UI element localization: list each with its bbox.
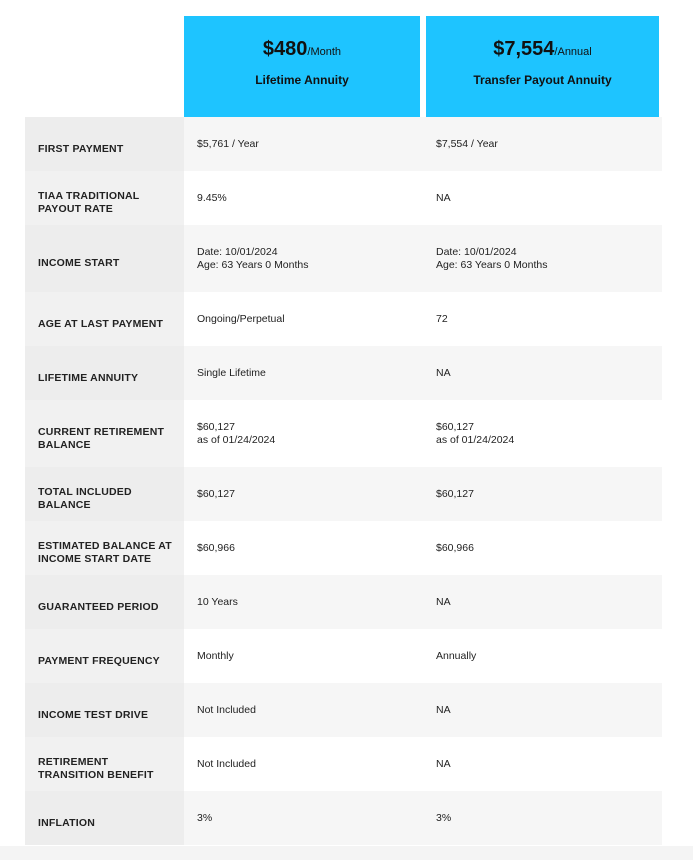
value-line: 10 Years (197, 595, 238, 608)
value-line: Date: 10/01/2024 (197, 245, 278, 258)
lifetime-annuity-value (184, 225, 423, 292)
value-line: NA (436, 703, 451, 716)
table-row-payment-frequency (25, 629, 662, 683)
value-line: $5,761 / Year (197, 137, 259, 150)
transfer-payout-value (423, 737, 662, 791)
row-label: RETIREMENT TRANSITION BENEFIT (25, 737, 184, 791)
value-line: NA (436, 757, 451, 770)
table-row-income-test-drive (25, 683, 662, 737)
table-row-total-included-balance (25, 467, 662, 521)
lifetime-annuity-value (184, 629, 423, 683)
lifetime-annuity-value (184, 737, 423, 791)
value-line: Annually (436, 649, 477, 662)
plan-price: $480 (262, 38, 308, 60)
lifetime-annuity-value (184, 683, 423, 737)
lifetime-annuity-value (184, 117, 423, 171)
table-row-payout-rate (25, 171, 662, 225)
row-label: LIFETIME ANNUITY (25, 346, 184, 400)
value-line: Single Lifetime (197, 366, 266, 379)
value-line: 72 (436, 312, 448, 325)
row-label: PAYMENT FREQUENCY (25, 629, 184, 683)
plan-header-transfer-payout-annuity (426, 16, 659, 117)
value-line: $60,966 (436, 541, 474, 554)
value-line: $60,127 (436, 420, 474, 433)
transfer-payout-value (423, 521, 662, 575)
value-line: $7,554 / Year (436, 137, 498, 150)
transfer-payout-value (423, 346, 662, 400)
row-label: TIAA TRADITIONAL PAYOUT RATE (25, 171, 184, 225)
lifetime-annuity-value (184, 171, 423, 225)
row-label: INCOME TEST DRIVE (25, 683, 184, 737)
value-line: as of 01/24/2024 (436, 433, 515, 446)
value-line: Age: 63 Years 0 Months (197, 258, 309, 271)
row-label: ESTIMATED BALANCE AT INCOME START DATE (25, 521, 184, 575)
row-label: CURRENT RETIREMENT BALANCE (25, 400, 184, 467)
lifetime-annuity-value (184, 400, 423, 467)
lifetime-annuity-value (184, 292, 423, 346)
plan-price-line (184, 36, 420, 65)
value-line: 3% (436, 811, 452, 824)
transfer-payout-value (423, 629, 662, 683)
table-row-first-payment (25, 117, 662, 171)
plan-header-lifetime-annuity (184, 16, 420, 117)
value-line: Date: 10/01/2024 (436, 245, 517, 258)
value-line: $60,127 (436, 487, 474, 500)
page-bottom-edge (0, 846, 693, 860)
lifetime-annuity-value (184, 467, 423, 521)
table-row-lifetime-annuity (25, 346, 662, 400)
lifetime-annuity-value (184, 575, 423, 629)
row-label: INCOME START (25, 225, 184, 292)
plan-name: Transfer Payout Annuity (473, 73, 612, 87)
value-line: $60,966 (197, 541, 235, 554)
transfer-payout-value (423, 171, 662, 225)
plan-period: /Month (307, 46, 342, 58)
transfer-payout-value (423, 575, 662, 629)
row-label: FIRST PAYMENT (25, 117, 184, 171)
transfer-payout-value (423, 400, 662, 467)
table-row-inflation (25, 791, 662, 845)
table-row-retirement-transition-benefit (25, 737, 662, 791)
value-line: NA (436, 191, 451, 204)
transfer-payout-value (423, 683, 662, 737)
table-row-estimated-balance (25, 521, 662, 575)
plan-period: /Annual (554, 46, 592, 58)
value-line: Ongoing/Perpetual (197, 312, 285, 325)
plan-price-line (426, 36, 659, 65)
transfer-payout-value (423, 791, 662, 845)
value-line: Not Included (197, 757, 256, 770)
table-row-current-retirement-balance (25, 400, 662, 467)
row-label: GUARANTEED PERIOD (25, 575, 184, 629)
row-label: AGE AT LAST PAYMENT (25, 292, 184, 346)
value-line: NA (436, 595, 451, 608)
value-line: $60,127 (197, 487, 235, 500)
row-label: TOTAL INCLUDED BALANCE (25, 467, 184, 521)
value-line: as of 01/24/2024 (197, 433, 276, 446)
value-line: 9.45% (197, 191, 227, 204)
transfer-payout-value (423, 225, 662, 292)
lifetime-annuity-value (184, 791, 423, 845)
plan-name: Lifetime Annuity (255, 73, 349, 87)
value-line: Age: 63 Years 0 Months (436, 258, 548, 271)
transfer-payout-value (423, 117, 662, 171)
value-line: Monthly (197, 649, 234, 662)
value-line: NA (436, 366, 451, 379)
transfer-payout-value (423, 292, 662, 346)
plan-price: $7,554 (493, 38, 555, 60)
lifetime-annuity-value (184, 521, 423, 575)
transfer-payout-value (423, 467, 662, 521)
value-line: 3% (197, 811, 213, 824)
value-line: Not Included (197, 703, 256, 716)
table-row-guaranteed-period (25, 575, 662, 629)
lifetime-annuity-value (184, 346, 423, 400)
row-label: INFLATION (25, 791, 184, 845)
comparison-table (25, 117, 662, 845)
value-line: $60,127 (197, 420, 235, 433)
table-row-age-at-last-payment (25, 292, 662, 346)
table-row-income-start (25, 225, 662, 292)
